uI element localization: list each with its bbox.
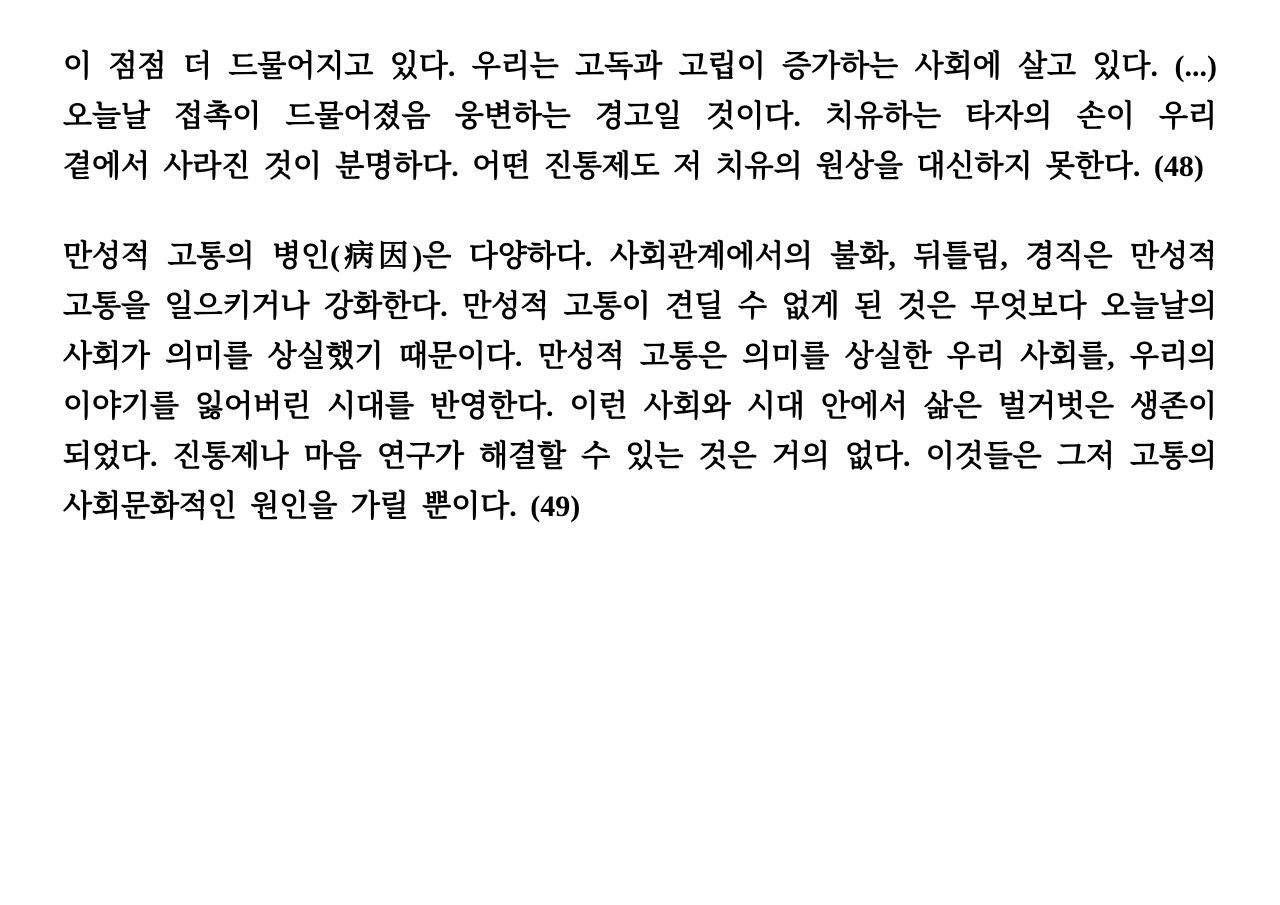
paragraph-quote-48: 이 점점 더 드물어지고 있다. 우리는 고독과 고립이 증가하는 사회에 살고 있다. (...) 오늘날 접촉이 드물어졌음 웅변하는 경고일 것이다. 치유하는 타자의 손이 우리 곁에서 사라진 것이 분명하다. 어떤 진통제도 저 치유의 원상을 대신하지 못한다. (48) bbox=[63, 50, 1217, 183]
paragraph-quote-49: 만성적 고통의 병인(病因)은 다양하다. 사회관계에서의 불화, 뒤틀림, 경직은 만성적 고통을 일으키거나 강화한다. 만성적 고통이 견딜 수 없게 된 것은 무엇보다 오늘날의 사회가 의미를 상실했기 때문이다. 만성적 고통은 의미를 상실한 우리 사회를, 우리의 이야기를 잃어버린 시대를 반영한다. 이런 사회와 시대 안에서 삶은 벌거벗은 생존이 되었다. 진통제나 마음 연구가 해결할 수 있는 것은 거의 없다. 이것들은 그저 고통의 사회문화적인 원인을 가릴 뿐이다. (49) bbox=[63, 240, 1217, 523]
